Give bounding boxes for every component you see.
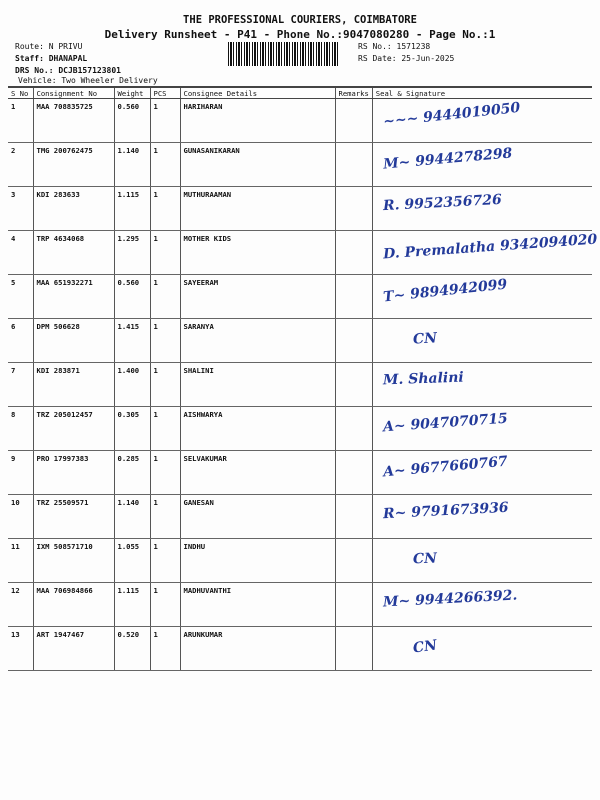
handwritten-signature: M. Shalini bbox=[382, 369, 464, 389]
cell-name: GUNASANIKARAN bbox=[180, 143, 335, 187]
cell-cn: DPM 506628 bbox=[33, 319, 114, 363]
cell-wt: 1.115 bbox=[114, 583, 150, 627]
column-header: S No bbox=[8, 87, 33, 99]
cell-wt: 1.140 bbox=[114, 495, 150, 539]
handwritten-signature: A~ 9677660767 bbox=[382, 453, 509, 481]
table-row bbox=[8, 539, 592, 583]
column-header: Consignment No bbox=[33, 87, 114, 99]
cell-wt: 1.115 bbox=[114, 187, 150, 231]
column-header: Weight bbox=[114, 87, 150, 99]
table-row bbox=[8, 319, 592, 363]
cell-remarks bbox=[335, 627, 372, 671]
cell-remarks bbox=[335, 187, 372, 231]
table-row bbox=[8, 275, 592, 319]
cell-remarks bbox=[335, 275, 372, 319]
cell-cn: MAA 708835725 bbox=[33, 99, 114, 143]
handwritten-signature: T~ 9894942099 bbox=[382, 276, 508, 306]
cell-name: GANESAN bbox=[180, 495, 335, 539]
cell-pcs: 1 bbox=[150, 627, 180, 671]
cell-signature bbox=[372, 187, 592, 231]
cell-wt: 0.560 bbox=[114, 275, 150, 319]
handwritten-signature: A~ 9047070715 bbox=[382, 410, 509, 436]
cell-sno: 5 bbox=[8, 275, 33, 319]
cell-cn: MAA 651932271 bbox=[33, 275, 114, 319]
table-row bbox=[8, 407, 592, 451]
handwritten-signature: CN bbox=[411, 637, 438, 657]
table-row bbox=[8, 99, 592, 143]
cell-remarks bbox=[335, 319, 372, 363]
cell-pcs: 1 bbox=[150, 99, 180, 143]
cell-cn: ART 1947467 bbox=[33, 627, 114, 671]
cell-name: MOTHER KIDS bbox=[180, 231, 335, 275]
column-header: PCS bbox=[150, 87, 180, 99]
rs-date: RS Date: 25-Jun-2025 bbox=[358, 54, 455, 63]
cell-remarks bbox=[335, 495, 372, 539]
cell-name: ARUNKUMAR bbox=[180, 627, 335, 671]
cell-pcs: 1 bbox=[150, 187, 180, 231]
cell-sno: 1 bbox=[8, 99, 33, 143]
cell-cn: TMG 200762475 bbox=[33, 143, 114, 187]
cell-cn: TRZ 205012457 bbox=[33, 407, 114, 451]
cell-pcs: 1 bbox=[150, 451, 180, 495]
cell-signature bbox=[372, 275, 592, 319]
handwritten-signature: CN bbox=[412, 330, 438, 348]
cell-cn: TRP 4634068 bbox=[33, 231, 114, 275]
cell-cn: IXM 508571710 bbox=[33, 539, 114, 583]
cell-name: HARIHARAN bbox=[180, 99, 335, 143]
cell-signature bbox=[372, 319, 592, 363]
cell-wt: 0.305 bbox=[114, 407, 150, 451]
table-row bbox=[8, 495, 592, 539]
handwritten-signature: D. Premalatha 9342094020 bbox=[382, 231, 598, 263]
table-row bbox=[8, 363, 592, 407]
vehicle: Vehicle: Two Wheeler Delivery bbox=[18, 76, 158, 85]
staff: Staff: DHANAPAL bbox=[15, 54, 88, 63]
cell-pcs: 1 bbox=[150, 407, 180, 451]
cell-name: SHALINI bbox=[180, 363, 335, 407]
column-header: Remarks bbox=[335, 87, 372, 99]
table-row bbox=[8, 627, 592, 671]
cell-remarks bbox=[335, 231, 372, 275]
handwritten-signature: M~ 9944278298 bbox=[382, 145, 513, 173]
cell-remarks bbox=[335, 451, 372, 495]
cell-signature bbox=[372, 99, 592, 143]
cell-wt: 1.415 bbox=[114, 319, 150, 363]
cell-name: SAYEERAM bbox=[180, 275, 335, 319]
cell-remarks bbox=[335, 363, 372, 407]
company-title: THE PROFESSIONAL COURIERS, COIMBATORE bbox=[183, 14, 417, 26]
cell-name: INDHU bbox=[180, 539, 335, 583]
cell-signature bbox=[372, 539, 592, 583]
table-row bbox=[8, 187, 592, 231]
handwritten-signature: M~ 9944266392. bbox=[382, 587, 518, 611]
cell-signature bbox=[372, 143, 592, 187]
cell-cn: KDI 283633 bbox=[33, 187, 114, 231]
cell-pcs: 1 bbox=[150, 231, 180, 275]
table-row bbox=[8, 583, 592, 627]
drs-no: DRS No.: DCJB157123801 bbox=[15, 66, 121, 75]
cell-sno: 4 bbox=[8, 231, 33, 275]
table-row bbox=[8, 143, 592, 187]
cell-cn: PRO 17997383 bbox=[33, 451, 114, 495]
cell-sno: 13 bbox=[8, 627, 33, 671]
cell-sno: 8 bbox=[8, 407, 33, 451]
cell-pcs: 1 bbox=[150, 495, 180, 539]
cell-pcs: 1 bbox=[150, 319, 180, 363]
cell-name: AISHWARYA bbox=[180, 407, 335, 451]
cell-pcs: 1 bbox=[150, 363, 180, 407]
cell-cn: KDI 283871 bbox=[33, 363, 114, 407]
runsheet-subtitle: Delivery Runsheet - P41 - Phone No.:9047080280 - Page No.:1 bbox=[104, 28, 496, 41]
cell-wt: 0.520 bbox=[114, 627, 150, 671]
cell-signature bbox=[372, 495, 592, 539]
cell-sno: 9 bbox=[8, 451, 33, 495]
cell-name: SARANYA bbox=[180, 319, 335, 363]
cell-remarks bbox=[335, 583, 372, 627]
cell-pcs: 1 bbox=[150, 143, 180, 187]
route: Route: N PRIVU bbox=[15, 42, 83, 51]
table-row bbox=[8, 451, 592, 495]
cell-cn: MAA 706984866 bbox=[33, 583, 114, 627]
cell-signature bbox=[372, 583, 592, 627]
cell-remarks bbox=[335, 143, 372, 187]
cell-cn: TRZ 25509571 bbox=[33, 495, 114, 539]
table-row bbox=[8, 231, 592, 275]
cell-wt: 0.285 bbox=[114, 451, 150, 495]
cell-pcs: 1 bbox=[150, 539, 180, 583]
cell-pcs: 1 bbox=[150, 583, 180, 627]
cell-pcs: 1 bbox=[150, 275, 180, 319]
column-header: Seal & Signature bbox=[372, 87, 592, 99]
cell-signature bbox=[372, 407, 592, 451]
cell-sno: 3 bbox=[8, 187, 33, 231]
rs-no: RS No.: 1571238 bbox=[358, 42, 431, 51]
cell-wt: 0.560 bbox=[114, 99, 150, 143]
cell-signature bbox=[372, 231, 598, 275]
cell-remarks bbox=[335, 407, 372, 451]
column-header: Consignee Details bbox=[180, 87, 335, 99]
cell-wt: 1.400 bbox=[114, 363, 150, 407]
cell-name: MADHUVANTHI bbox=[180, 583, 335, 627]
handwritten-signature: R. 9952356726 bbox=[382, 191, 502, 215]
cell-sno: 11 bbox=[8, 539, 33, 583]
runsheet-table bbox=[8, 86, 598, 671]
handwritten-signature: CN bbox=[412, 550, 438, 568]
cell-sno: 12 bbox=[8, 583, 33, 627]
cell-wt: 1.295 bbox=[114, 231, 150, 275]
barcode bbox=[228, 42, 340, 66]
cell-name: MUTHURAAMAN bbox=[180, 187, 335, 231]
handwritten-signature: ~~~ 9444019050 bbox=[382, 99, 521, 131]
cell-signature bbox=[372, 363, 592, 407]
cell-sno: 6 bbox=[8, 319, 33, 363]
cell-signature bbox=[372, 627, 592, 671]
cell-remarks bbox=[335, 539, 372, 583]
cell-sno: 2 bbox=[8, 143, 33, 187]
cell-remarks bbox=[335, 99, 372, 143]
cell-sno: 7 bbox=[8, 363, 33, 407]
cell-wt: 1.140 bbox=[114, 143, 150, 187]
handwritten-signature: R~ 9791673936 bbox=[382, 499, 509, 523]
cell-sno: 10 bbox=[8, 495, 33, 539]
cell-wt: 1.055 bbox=[114, 539, 150, 583]
cell-signature bbox=[372, 451, 592, 495]
cell-name: SELVAKUMAR bbox=[180, 451, 335, 495]
